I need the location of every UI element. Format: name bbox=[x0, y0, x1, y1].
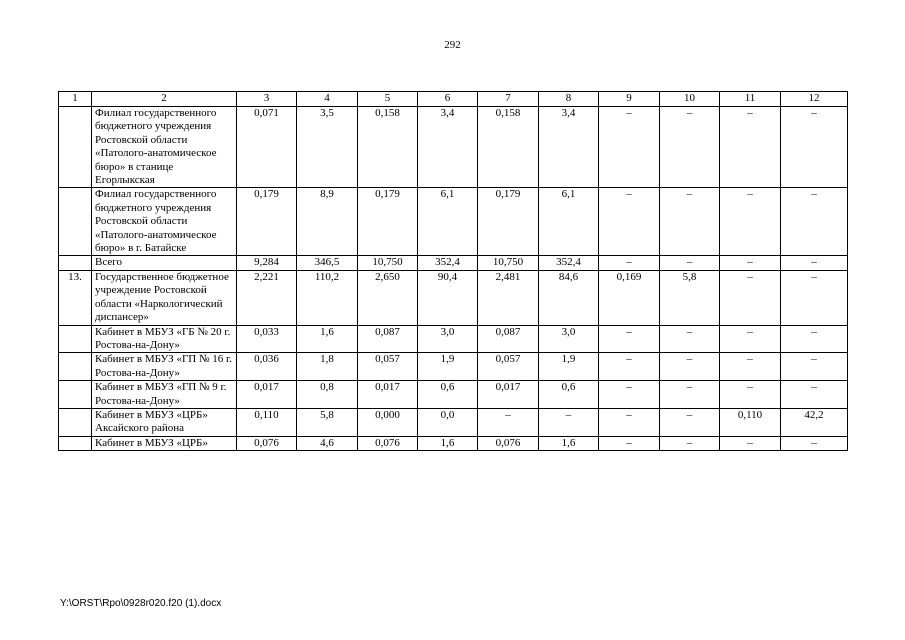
value-cell: 84,6 bbox=[539, 270, 599, 325]
value-cell: – bbox=[781, 188, 848, 256]
value-cell: 1,9 bbox=[418, 353, 478, 381]
value-cell: 0,8 bbox=[297, 381, 358, 409]
value-cell: – bbox=[720, 270, 781, 325]
value-cell: 90,4 bbox=[418, 270, 478, 325]
value-cell: – bbox=[539, 408, 599, 436]
value-cell: 9,284 bbox=[237, 256, 297, 270]
table-row bbox=[59, 256, 848, 270]
value-cell: – bbox=[599, 188, 660, 256]
value-cell: 1,6 bbox=[539, 436, 599, 450]
value-cell: 3,4 bbox=[539, 107, 599, 188]
value-cell: – bbox=[660, 381, 720, 409]
value-cell: 0,110 bbox=[237, 408, 297, 436]
value-cell: 0,169 bbox=[599, 270, 660, 325]
value-cell: 0,036 bbox=[237, 353, 297, 381]
value-cell: 3,5 bbox=[297, 107, 358, 188]
value-cell: 0,057 bbox=[478, 353, 539, 381]
institution-name-cell: Кабинет в МБУЗ «ЦРБ» Аксайского района bbox=[92, 408, 237, 436]
value-cell: – bbox=[781, 436, 848, 450]
value-cell: – bbox=[660, 353, 720, 381]
row-number-cell bbox=[59, 107, 92, 188]
value-cell: – bbox=[599, 256, 660, 270]
column-header: 1 bbox=[59, 92, 92, 107]
value-cell: 0,6 bbox=[539, 381, 599, 409]
value-cell: 352,4 bbox=[418, 256, 478, 270]
value-cell: 1,6 bbox=[418, 436, 478, 450]
value-cell: 110,2 bbox=[297, 270, 358, 325]
value-cell: – bbox=[599, 408, 660, 436]
value-cell: 1,8 bbox=[297, 353, 358, 381]
table-row bbox=[59, 436, 848, 450]
value-cell: 0,179 bbox=[237, 188, 297, 256]
value-cell: 42,2 bbox=[781, 408, 848, 436]
value-cell: 346,5 bbox=[297, 256, 358, 270]
institution-name-cell: Государственное бюджетное учреждение Ростовской области «Наркологический диспансер» bbox=[92, 270, 237, 325]
column-header: 9 bbox=[599, 92, 660, 107]
value-cell: 4,6 bbox=[297, 436, 358, 450]
value-cell: 2,481 bbox=[478, 270, 539, 325]
table-row bbox=[59, 408, 848, 436]
value-cell: 6,1 bbox=[418, 188, 478, 256]
value-cell: 10,750 bbox=[358, 256, 418, 270]
table-row bbox=[59, 107, 848, 188]
column-header: 11 bbox=[720, 92, 781, 107]
value-cell: – bbox=[660, 325, 720, 353]
row-number-cell bbox=[59, 353, 92, 381]
row-number-cell bbox=[59, 436, 92, 450]
value-cell: 1,6 bbox=[297, 325, 358, 353]
institution-name-cell: Филиал государственного бюджетного учреждения Ростовской области «Патолого-анатомическое бюро» в станице Егорлыкская bbox=[92, 107, 237, 188]
value-cell: – bbox=[781, 381, 848, 409]
value-cell: 0,076 bbox=[358, 436, 418, 450]
value-cell: 5,8 bbox=[660, 270, 720, 325]
table-row bbox=[59, 270, 848, 325]
value-cell: 0,057 bbox=[358, 353, 418, 381]
value-cell: – bbox=[720, 436, 781, 450]
value-cell: – bbox=[720, 188, 781, 256]
row-number-cell bbox=[59, 381, 92, 409]
value-cell: 352,4 bbox=[539, 256, 599, 270]
value-cell: 0,017 bbox=[478, 381, 539, 409]
institution-name-cell: Кабинет в МБУЗ «ГП № 9 г. Ростова-на-Дону» bbox=[92, 381, 237, 409]
row-number-cell bbox=[59, 256, 92, 270]
value-cell: 0,158 bbox=[478, 107, 539, 188]
institution-name-cell: Кабинет в МБУЗ «ЦРБ» bbox=[92, 436, 237, 450]
institution-name-cell: Кабинет в МБУЗ «ГБ № 20 г. Ростова-на-Дону» bbox=[92, 325, 237, 353]
value-cell: 0,6 bbox=[418, 381, 478, 409]
value-cell: – bbox=[720, 256, 781, 270]
value-cell: – bbox=[720, 381, 781, 409]
column-header: 6 bbox=[418, 92, 478, 107]
value-cell: 0,017 bbox=[237, 381, 297, 409]
value-cell: 3,0 bbox=[418, 325, 478, 353]
value-cell: – bbox=[781, 107, 848, 188]
value-cell: 0,179 bbox=[358, 188, 418, 256]
value-cell: 6,1 bbox=[539, 188, 599, 256]
value-cell: 10,750 bbox=[478, 256, 539, 270]
table-row bbox=[59, 188, 848, 256]
value-cell: 0,179 bbox=[478, 188, 539, 256]
value-cell: 1,9 bbox=[539, 353, 599, 381]
value-cell: 0,017 bbox=[358, 381, 418, 409]
institution-name-cell: Филиал государственного бюджетного учреждения Ростовской области «Патолого-анатомическое бюро» в г. Батайске bbox=[92, 188, 237, 256]
table-row bbox=[59, 325, 848, 353]
value-cell: – bbox=[599, 325, 660, 353]
value-cell: – bbox=[660, 107, 720, 188]
value-cell: – bbox=[781, 325, 848, 353]
row-number-cell: 13. bbox=[59, 270, 92, 325]
value-cell: – bbox=[660, 188, 720, 256]
value-cell: 0,000 bbox=[358, 408, 418, 436]
page-number: 292 bbox=[444, 39, 461, 51]
value-cell: 3,0 bbox=[539, 325, 599, 353]
table-body bbox=[59, 107, 848, 451]
value-cell: – bbox=[720, 325, 781, 353]
value-cell: – bbox=[720, 353, 781, 381]
value-cell: – bbox=[781, 256, 848, 270]
value-cell: 0,076 bbox=[237, 436, 297, 450]
file-path-footer: Y:\ORST\Rpo\0928r020.f20 (1).docx bbox=[60, 598, 222, 609]
row-number-cell bbox=[59, 188, 92, 256]
value-cell: 3,4 bbox=[418, 107, 478, 188]
value-cell: – bbox=[660, 408, 720, 436]
value-cell: 0,087 bbox=[358, 325, 418, 353]
row-number-cell bbox=[59, 325, 92, 353]
column-header: 4 bbox=[297, 92, 358, 107]
value-cell: – bbox=[781, 353, 848, 381]
column-header: 7 bbox=[478, 92, 539, 107]
table-row bbox=[59, 381, 848, 409]
value-cell: – bbox=[478, 408, 539, 436]
value-cell: 0,076 bbox=[478, 436, 539, 450]
value-cell: 0,110 bbox=[720, 408, 781, 436]
value-cell: 0,087 bbox=[478, 325, 539, 353]
table-row bbox=[59, 353, 848, 381]
value-cell: – bbox=[599, 436, 660, 450]
institution-name-cell: Кабинет в МБУЗ «ГП № 16 г. Ростова-на-Дону» bbox=[92, 353, 237, 381]
value-cell: – bbox=[720, 107, 781, 188]
row-number-cell bbox=[59, 408, 92, 436]
column-header: 3 bbox=[237, 92, 297, 107]
value-cell: – bbox=[599, 107, 660, 188]
institution-name-cell: Всего bbox=[92, 256, 237, 270]
header-row bbox=[59, 92, 848, 107]
value-cell: 2,221 bbox=[237, 270, 297, 325]
value-cell: – bbox=[599, 381, 660, 409]
value-cell: 0,0 bbox=[418, 408, 478, 436]
column-header: 5 bbox=[358, 92, 418, 107]
value-cell: – bbox=[660, 436, 720, 450]
value-cell: 0,158 bbox=[358, 107, 418, 188]
column-header: 12 bbox=[781, 92, 848, 107]
value-cell: – bbox=[660, 256, 720, 270]
value-cell: 0,071 bbox=[237, 107, 297, 188]
column-header: 2 bbox=[92, 92, 237, 107]
value-cell: – bbox=[781, 270, 848, 325]
data-table bbox=[58, 91, 848, 451]
value-cell: 5,8 bbox=[297, 408, 358, 436]
value-cell: – bbox=[599, 353, 660, 381]
value-cell: 8,9 bbox=[297, 188, 358, 256]
value-cell: 2,650 bbox=[358, 270, 418, 325]
column-header: 8 bbox=[539, 92, 599, 107]
column-header: 10 bbox=[660, 92, 720, 107]
value-cell: 0,033 bbox=[237, 325, 297, 353]
